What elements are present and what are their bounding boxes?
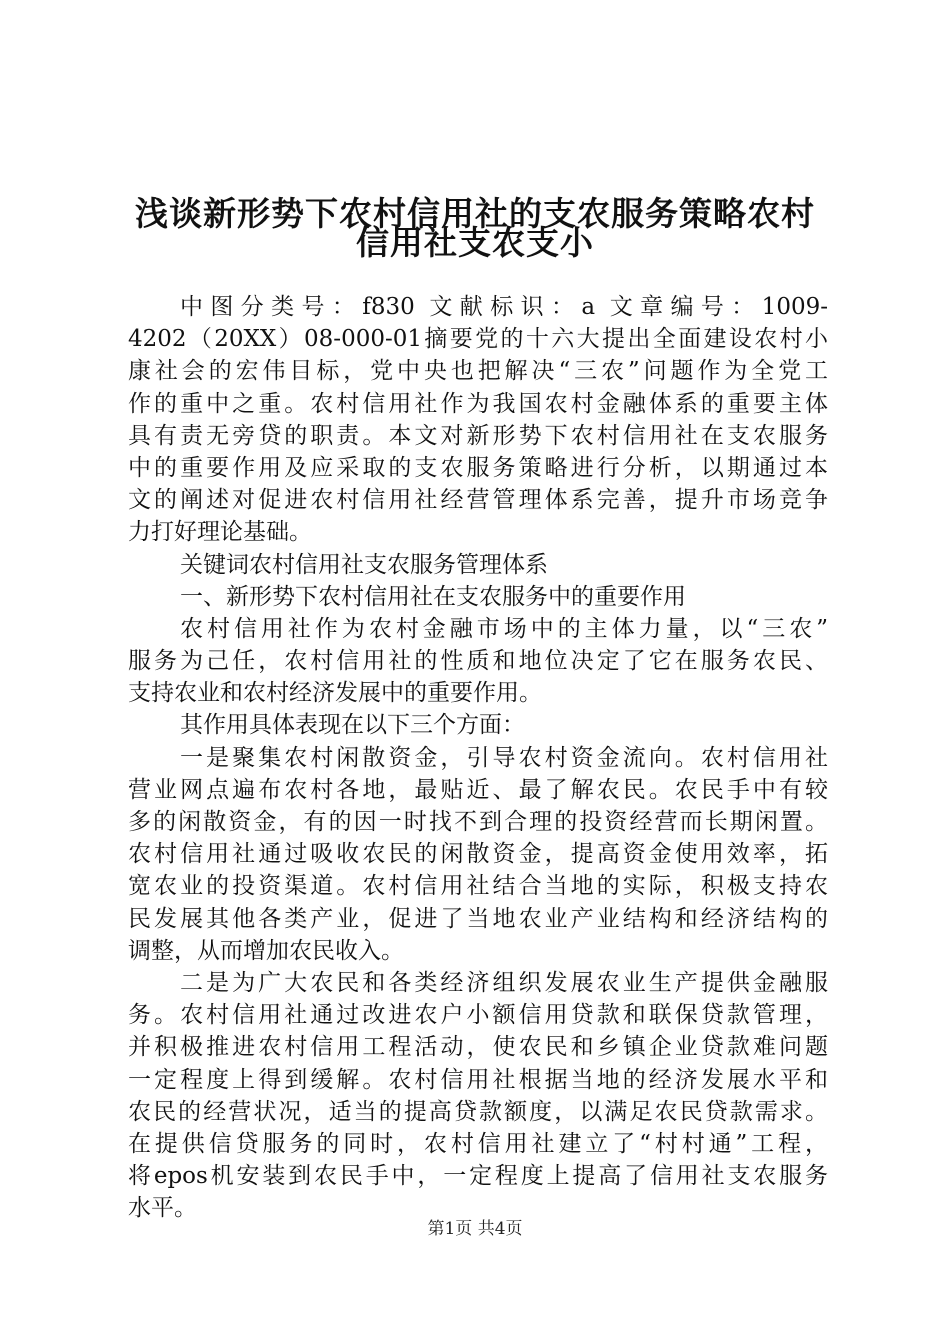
body-line: 关键词农村信用社支农服务管理体系 <box>180 551 548 578</box>
body-line: 一、新形势下农村信用社在支农服务中的重要作用 <box>180 583 686 610</box>
document-title-line-2: 信用社支农支小 <box>356 223 594 262</box>
body-line: 农村信用社通过吸收农民的闲散资金，提高资金使用效率，拓 <box>128 841 828 868</box>
body-line: 民发展其他各类产业，促进了当地农业产业结构和经济结构的 <box>128 905 828 932</box>
body-line: 文的阐述对促进农村信用社经营管理体系完善，提升市场竞争 <box>128 487 828 514</box>
body-line: 支持农业和农村经济发展中的重要作用。 <box>128 680 542 707</box>
body-line: 二是为广大农民和各类经济组织发展农业生产提供金融服 <box>180 969 828 996</box>
body-line: 农村信用社作为农村金融市场中的主体力量，以“三农” <box>180 615 828 642</box>
body-line: 将epos机安装到农民手中，一定程度上提高了信用社支农服务 <box>128 1163 828 1190</box>
body-line: 务。农村信用社通过改进农户小额信用贷款和联保贷款管理， <box>128 1002 828 1029</box>
body-line: 调整，从而增加农民收入。 <box>128 937 404 964</box>
body-line: 宽农业的投资渠道。农村信用社结合当地的实际，积极支持农 <box>128 873 828 900</box>
body-line: 营业网点遍布农村各地，最贴近、最了解农民。农民手中有较 <box>128 776 828 803</box>
body-line: 作的重中之重。农村信用社作为我国农村金融体系的重要主体 <box>128 390 828 417</box>
body-line: 康社会的宏伟目标，党中央也把解决“三农”问题作为全党工 <box>128 358 828 385</box>
body-line: 4202（20XX）08-000-01摘要党的十六大提出全面建设农村小 <box>128 326 828 353</box>
body-line: 中图分类号：f830 文献标识：a 文章编号：1009- <box>180 294 828 320</box>
body-line: 一定程度上得到缓解。农村信用社根据当地的经济发展水平和 <box>128 1066 828 1093</box>
body-line: 并积极推进农村信用工程活动，使农民和乡镇企业贷款难问题 <box>128 1034 828 1061</box>
body-line: 服务为己任，农村信用社的性质和地位决定了它在服务农民、 <box>128 648 828 675</box>
body-line: 水平。 <box>128 1195 197 1222</box>
body-line: 农民的经营状况，适当的提高贷款额度，以满足农民贷款需求。 <box>128 1098 828 1125</box>
body-line: 在提供信贷服务的同时，农村信用社建立了“村村通”工程， <box>128 1130 828 1157</box>
document-title-line-1: 浅谈新形势下农村信用社的支农服务策略农村 <box>135 194 815 233</box>
body-line: 具有责无旁贷的职责。本文对新形势下农村信用社在支农服务 <box>128 422 828 449</box>
body-line: 中的重要作用及应采取的支农服务策略进行分析，以期通过本 <box>128 454 828 481</box>
body-line: 一是聚集农村闲散资金，引导农村资金流向。农村信用社 <box>180 744 828 771</box>
body-line: 力打好理论基础。 <box>128 519 312 546</box>
document-body <box>128 291 828 1224</box>
body-line: 多的闲散资金，有的因一时找不到合理的投资经营而长期闲置。 <box>128 809 828 835</box>
page-footer: 第1页 共4页 <box>427 1219 523 1239</box>
body-line: 其作用具体表现在以下三个方面： <box>180 712 525 739</box>
